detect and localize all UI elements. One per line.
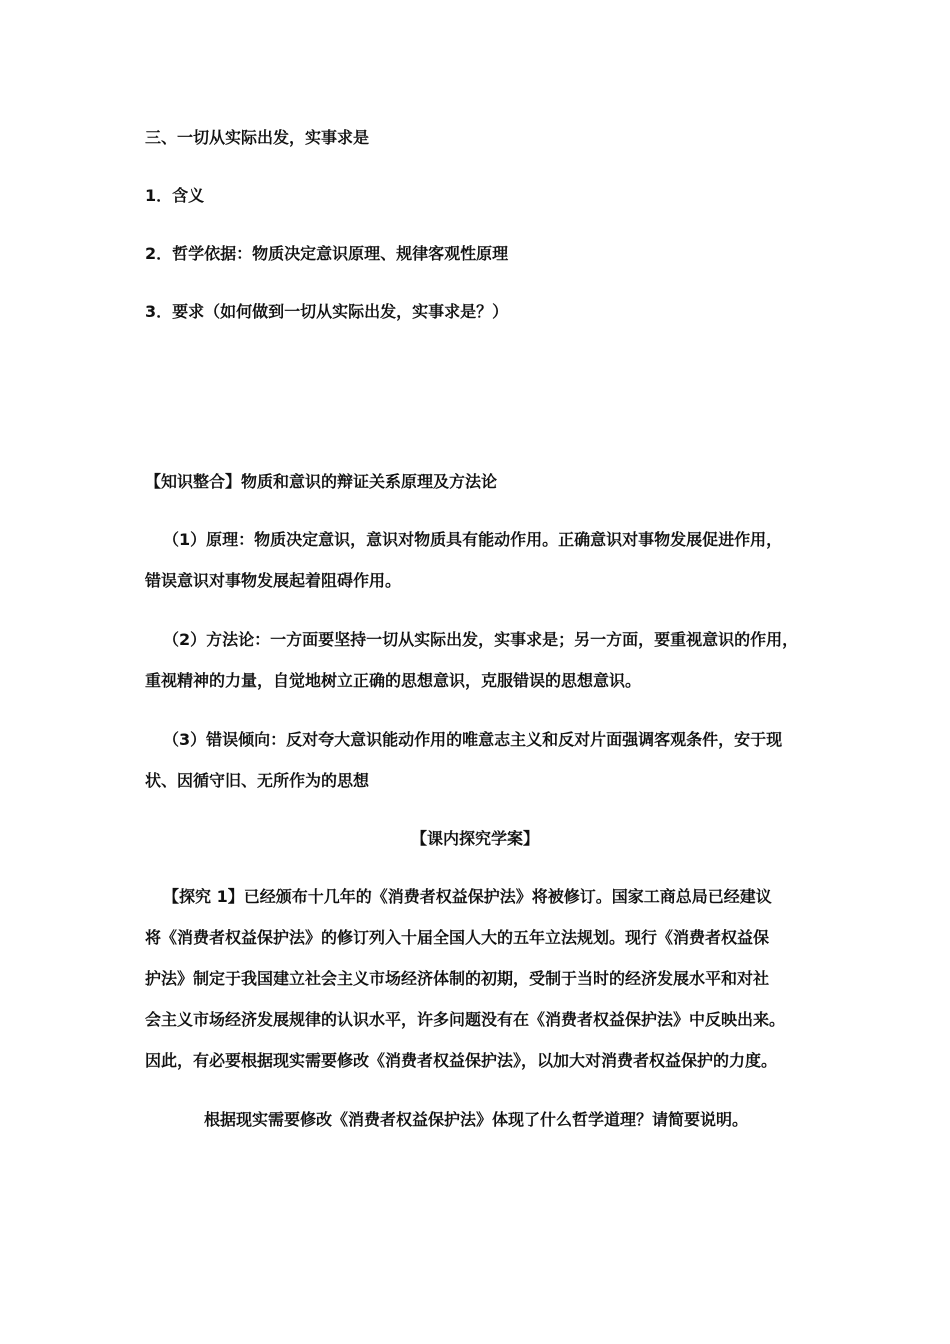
inquiry-paragraph-line-5: 因此，有必要根据现实需要修改《消费者权益保护法》，以加大对消费者权益保护的力度。: [145, 1051, 778, 1070]
inquiry-section-heading: 【课内探究学案】: [410, 829, 539, 848]
methodology-paragraph-line-2: 重视精神的力量，自觉地树立正确的思想意识，克服错误的思想意识。: [145, 671, 642, 690]
list-item-requirements: 3．要求（如何做到一切从实际出发，实事求是？）: [145, 302, 509, 321]
methodology-paragraph-line-1: （2）方法论：一方面要坚持一切从实际出发，实事求是；另一方面，要重视意识的作用，: [163, 630, 799, 649]
knowledge-integration-title: 【知识整合】物质和意识的辩证关系原理及方法论: [145, 472, 498, 491]
inquiry-question: 根据现实需要修改《消费者权益保护法》体现了什么哲学道理？请简要说明。: [204, 1110, 749, 1129]
list-item-meaning: 1．含义: [145, 186, 205, 205]
list-item-philosophical-basis: 2．哲学依据：物质决定意识原理、规律客观性原理: [145, 244, 509, 263]
error-tendency-paragraph-line-1: （3）错误倾向：反对夸大意识能动作用的唯意志主义和反对片面强调客观条件，安于现: [163, 730, 783, 749]
principle-paragraph-line-1: （1）原理：物质决定意识，意识对物质具有能动作用。正确意识对事物发展促进作用，: [163, 530, 783, 549]
error-tendency-paragraph-line-2: 状、因循守旧、无所作为的思想: [145, 771, 370, 790]
inquiry-paragraph-line-1: 【探究 1】已经颁布十几年的《消费者权益保护法》将被修订。国家工商总局已经建议: [163, 887, 772, 906]
inquiry-paragraph-line-4: 会主义市场经济发展规律的认识水平，许多问题没有在《消费者权益保护法》中反映出来。: [145, 1010, 786, 1029]
section-title: 三、一切从实际出发，实事求是: [145, 128, 370, 147]
inquiry-paragraph-line-3: 护法》制定于我国建立社会主义市场经济体制的初期，受制于当时的经济发展水平和对社: [145, 969, 770, 988]
inquiry-paragraph-line-2: 将《消费者权益保护法》的修订列入十届全国人大的五年立法规划。现行《消费者权益保: [145, 928, 770, 947]
principle-paragraph-line-2: 错误意识对事物发展起着阻碍作用。: [145, 571, 402, 590]
